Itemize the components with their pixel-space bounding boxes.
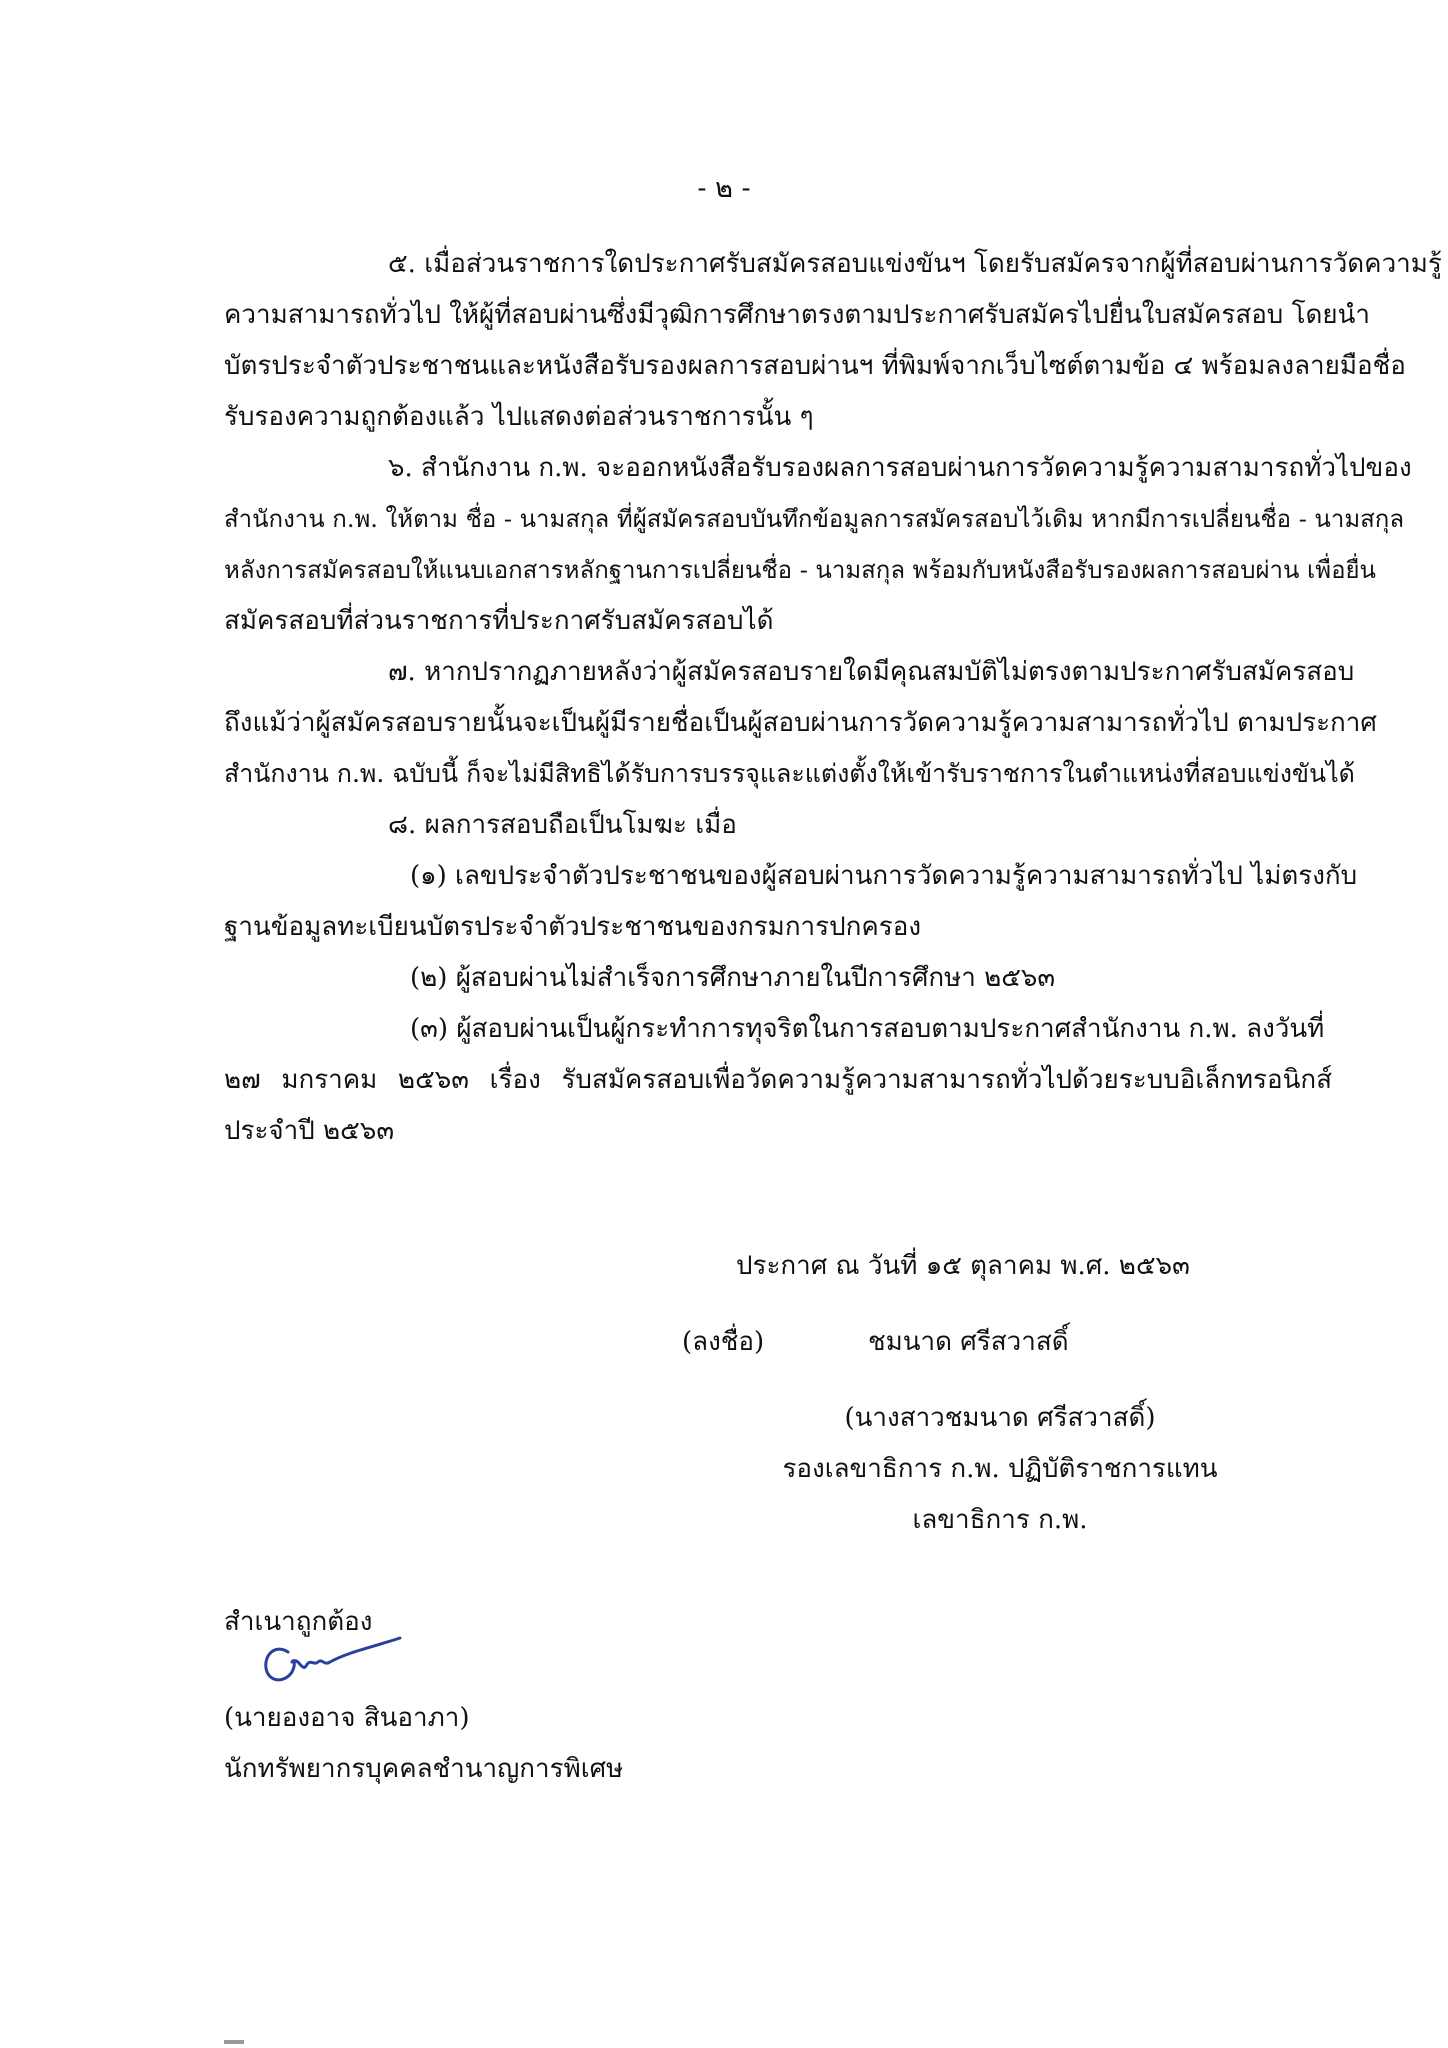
certified-copy-label: สำเนาถูกต้อง xyxy=(224,1607,373,1637)
signer-full-name: (นางสาวชมนาด ศรีสวาสดิ์) xyxy=(844,1403,1156,1433)
item7-line1: ๗. หากปรากฏภายหลังว่าผู้สมัครสอบรายใดมีคุณสมบัติไม่ตรงตามประกาศรับสมัครสอบ xyxy=(388,657,1355,687)
signer-position-line1: รองเลขาธิการ ก.พ. ปฏิบัติราชการแทน xyxy=(782,1454,1218,1484)
item6-line3: หลังการสมัครสอบให้แนบเอกสารหลักฐานการเปลี่ยนชื่อ - นามสกุล พร้อมกับหนังสือรับรองผลการสอบผ่าน เพื่อยื่น xyxy=(224,556,1376,584)
item6-line4: สมัครสอบที่ส่วนราชการที่ประกาศรับสมัครสอบได้ xyxy=(224,606,774,636)
item5-line3: บัตรประจำตัวประชาชนและหนังสือรับรองผลการสอบผ่านฯ ที่พิมพ์จากเว็บไซต์ตามข้อ ๔ พร้อมลงลายมือชื่อ xyxy=(224,351,1406,381)
page-edge-mark xyxy=(224,2040,244,2044)
item5-line1: ๕. เมื่อส่วนราชการใดประกาศรับสมัครสอบแข่งขันฯ โดยรับสมัครจากผู้ที่สอบผ่านการวัดความรู้ xyxy=(388,249,1442,279)
item8-sub2: (๒) ผู้สอบผ่านไม่สำเร็จการศึกษาภายในปีการศึกษา ๒๕๖๓ xyxy=(410,963,1056,993)
signed-name: ชมนาด ศรีสวาสดิ์ xyxy=(868,1327,1069,1357)
item6-line1: ๖. สำนักงาน ก.พ. จะออกหนังสือรับรองผลการสอบผ่านการวัดความรู้ความสามารถทั่วไปของ xyxy=(388,453,1412,483)
item8-heading: ๘. ผลการสอบถือเป็นโมฆะ เมื่อ xyxy=(388,810,737,840)
item5-line4: รับรองความถูกต้องแล้ว ไปแสดงต่อส่วนราชการนั้น ๆ xyxy=(224,402,814,432)
item7-line3: สำนักงาน ก.พ. ฉบับนี้ ก็จะไม่มีสิทธิได้รับการบรรจุและแต่งตั้งให้เข้ารับราชการในตำแหน่งที่สอบแข่งขันได้ xyxy=(224,759,1355,788)
announcement-date: ประกาศ ณ วันที่ ๑๕ ตุลาคม พ.ศ. ๒๕๖๓ xyxy=(736,1251,1190,1281)
item5-line2: ความสามารถทั่วไป ให้ผู้ที่สอบผ่านซึ่งมีวุฒิการศึกษาตรงตามประกาศรับสมัครไปยื่นใบสมัครสอบ โดยนำ xyxy=(224,300,1371,330)
page-number: - ๒ - xyxy=(697,173,751,204)
item7-line2: ถึงแม้ว่าผู้สมัครสอบรายนั้นจะเป็นผู้มีรายชื่อเป็นผู้สอบผ่านการวัดความรู้ความสามารถทั่วไป ตามประกาศ xyxy=(224,708,1377,738)
certified-copy-name: (นายองอาจ สินอาภา) xyxy=(224,1703,470,1733)
handwritten-signature-icon xyxy=(258,1632,406,1690)
item8-sub1-line1: (๑) เลขประจำตัวประชาชนของผู้สอบผ่านการวัดความรู้ความสามารถทั่วไป ไม่ตรงกับ xyxy=(410,861,1358,891)
signed-label: (ลงชื่อ) xyxy=(682,1327,765,1357)
item6-line2: สำนักงาน ก.พ. ให้ตาม ชื่อ - นามสกุล ที่ผู้สมัครสอบบันทึกข้อมูลการสมัครสอบไว้เดิม หากมีการเปลี่ยนชื่อ - นามสกุล xyxy=(224,505,1405,533)
item8-sub3-line3: ประจำปี ๒๕๖๓ xyxy=(224,1116,395,1146)
signer-position-line2: เลขาธิการ ก.พ. xyxy=(912,1505,1088,1535)
certified-copy-position: นักทรัพยากรบุคคลชำนาญการพิเศษ xyxy=(224,1754,624,1784)
item8-sub1-line2: ฐานข้อมูลทะเบียนบัตรประจำตัวประชาชนของกรมการปกครอง xyxy=(224,912,922,942)
item8-sub3-line1: (๓) ผู้สอบผ่านเป็นผู้กระทำการทุจริตในการสอบตามประกาศสำนักงาน ก.พ. ลงวันที่ xyxy=(410,1014,1325,1044)
item8-sub3-line2: ๒๗ มกราคม ๒๕๖๓ เรื่อง รับสมัครสอบเพื่อวัดความรู้ความสามารถทั่วไปด้วยระบบอิเล็กทรอนิกส์ xyxy=(224,1065,1332,1095)
